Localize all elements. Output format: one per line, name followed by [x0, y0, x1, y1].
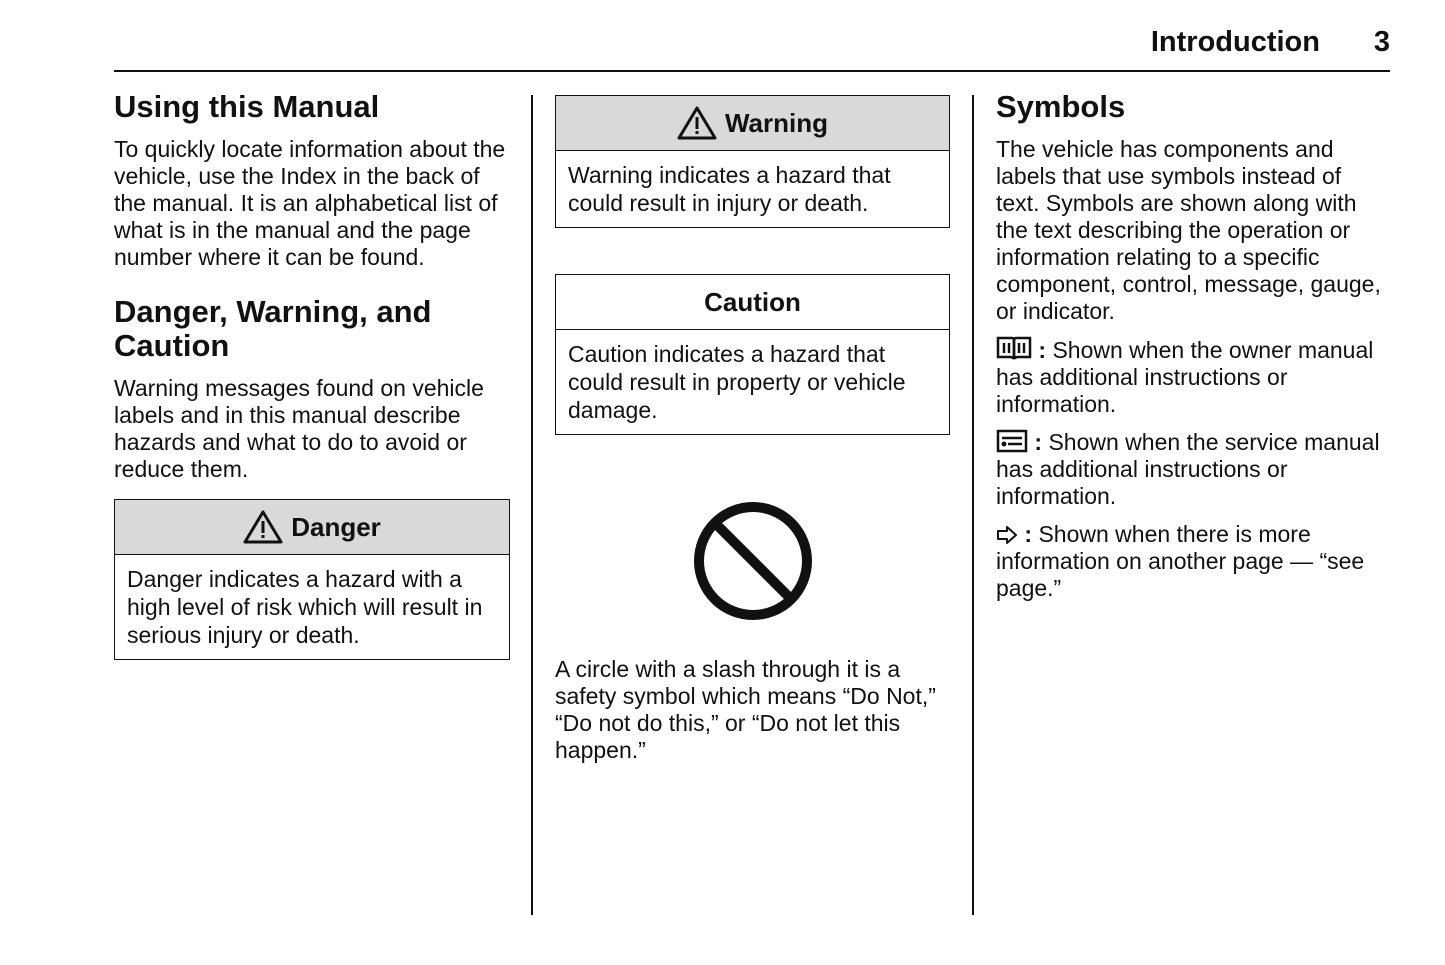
danger-box-title: Danger — [291, 511, 381, 542]
column-divider — [531, 95, 533, 915]
danger-box-text: Danger indicates a hazard with a high level of risk which will result in serious injury or death. — [127, 566, 483, 648]
column-left — [114, 90, 510, 660]
symbol-item-text: Shown when the owner manual has additional instructions or information. — [996, 337, 1374, 417]
symbol-colon: : — [1024, 521, 1039, 547]
using-manual-text: To quickly locate information about the vehicle, use the Index in the back of the manual. It is an alphabetical list of what is in the manual and the page number where it can be found. — [114, 136, 506, 270]
no-symbol-figure — [555, 499, 950, 628]
section-title: Introduction — [1150, 26, 1320, 58]
warning-triangle-icon — [243, 510, 283, 544]
caution-box — [555, 274, 950, 435]
dwc-heading: Danger, Warning, and Caution — [114, 294, 432, 363]
symbols-heading: Symbols — [996, 89, 1126, 124]
danger-box — [114, 499, 510, 660]
symbol-colon: : — [1034, 429, 1049, 455]
arrow-right-icon — [996, 525, 1018, 545]
symbol-item-see-page — [996, 521, 1390, 602]
symbol-colon: : — [1038, 337, 1053, 363]
warning-box-text: Warning indicates a hazard that could result in injury or death. — [568, 162, 891, 216]
page-number: 3 — [1373, 26, 1390, 58]
service-manual-icon — [996, 429, 1028, 453]
column-middle — [555, 95, 950, 764]
no-symbol-caption: A circle with a slash through it is a safety symbol which means “Do Not,” “Do not do this,” or “Do not let this happen.” — [555, 656, 936, 763]
warning-triangle-icon — [677, 106, 717, 140]
symbol-item-text: Shown when there is more information on another page — “see page.” — [996, 521, 1365, 601]
warning-box-header — [556, 96, 949, 151]
danger-box-header — [115, 500, 509, 555]
symbols-text: The vehicle has components and labels that use symbols instead of text. Symbols are shown along with the text describing the operation or information relating to a specific component, control, message, gauge, or indicator. — [996, 136, 1381, 324]
column-right — [996, 90, 1390, 602]
book-icon — [996, 335, 1032, 361]
symbol-item-text: Shown when the service manual has additional instructions or information. — [996, 429, 1380, 509]
symbol-item-owner-manual — [996, 335, 1390, 418]
caution-box-header — [556, 275, 949, 330]
warning-box-title: Warning — [724, 107, 829, 138]
symbol-item-service-manual — [996, 429, 1390, 510]
column-divider — [972, 95, 974, 915]
caution-box-title: Caution — [704, 286, 801, 317]
warning-box — [555, 95, 950, 228]
page-header — [114, 24, 1390, 72]
prohibition-icon — [691, 499, 815, 623]
using-manual-heading: Using this Manual — [114, 89, 380, 124]
caution-box-text: Caution indicates a hazard that could result in property or vehicle damage. — [568, 341, 906, 423]
dwc-text: Warning messages found on vehicle labels and in this manual describe hazards and what to do to avoid or reduce them. — [114, 375, 484, 482]
